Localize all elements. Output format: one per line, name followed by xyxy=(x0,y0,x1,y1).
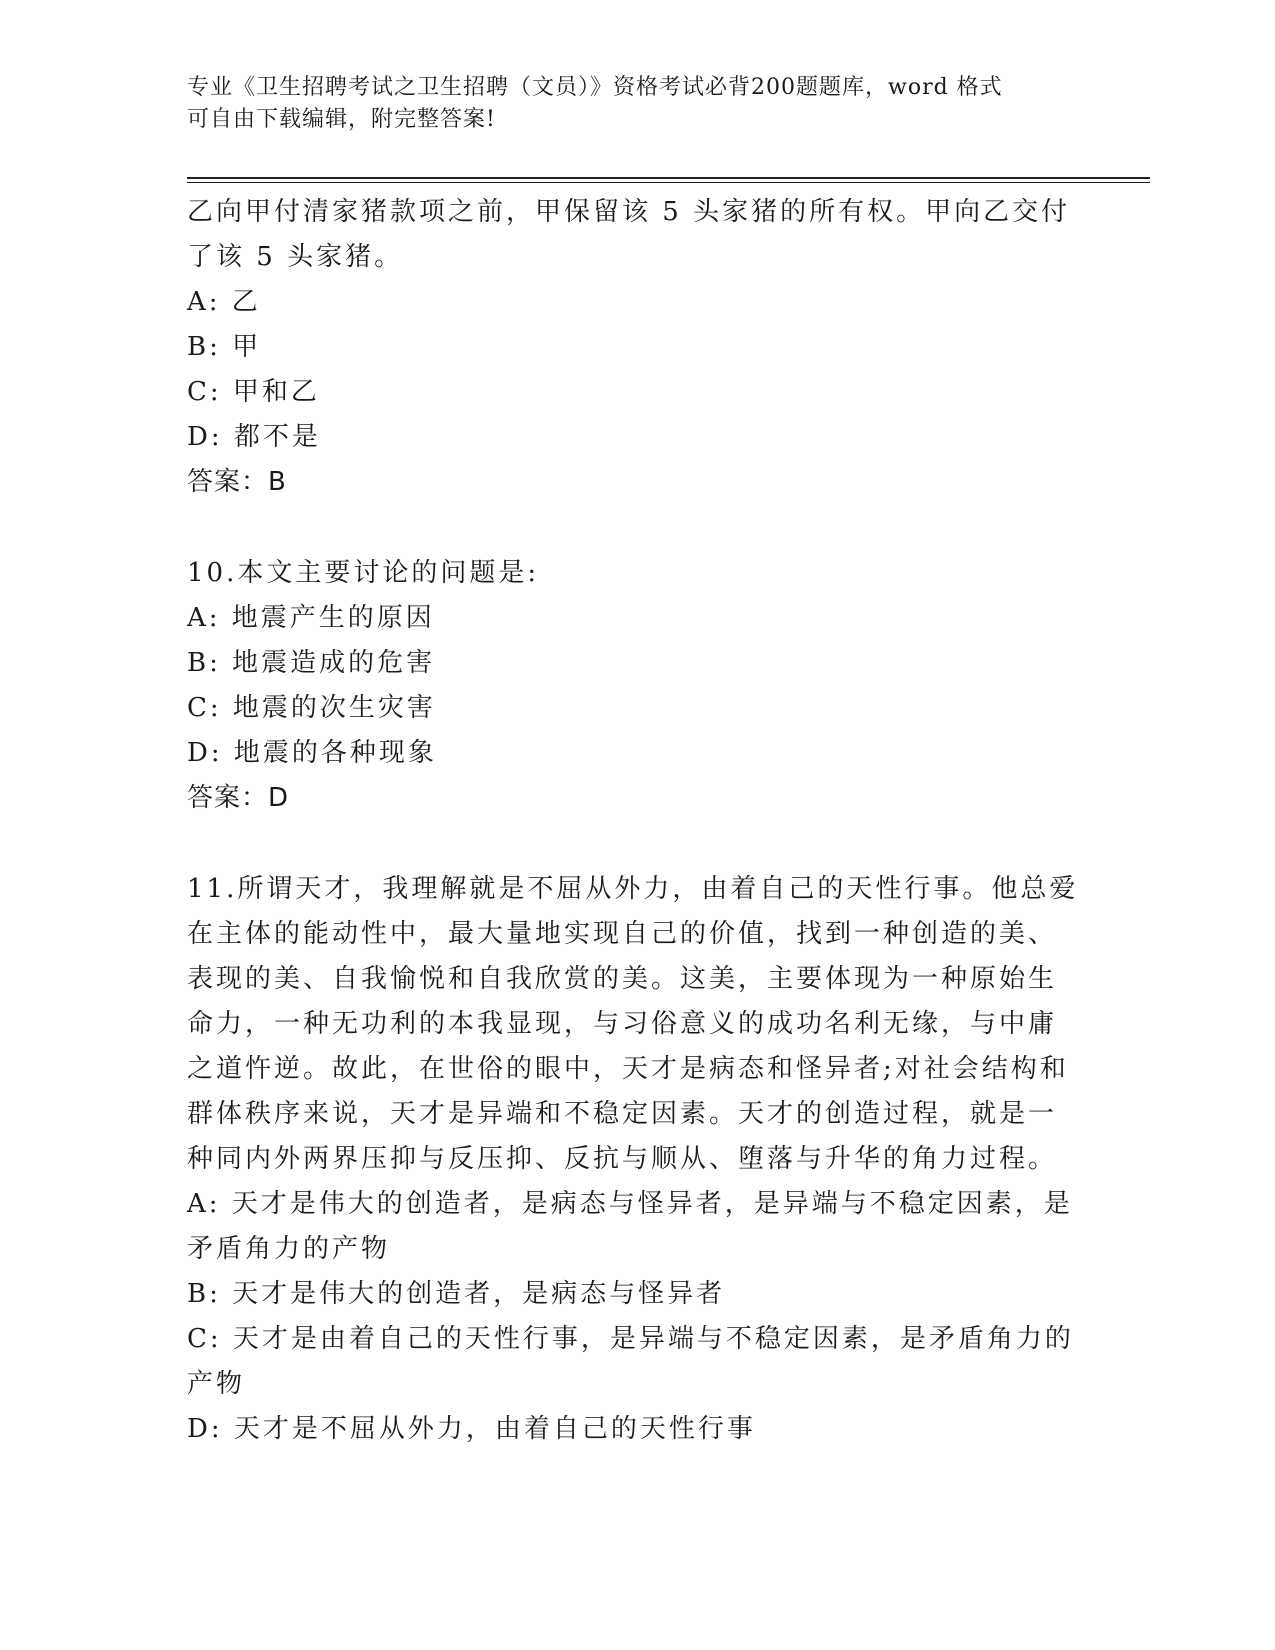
answer-line: 答案：B xyxy=(187,467,287,497)
question-10 xyxy=(187,551,1087,821)
question-stem-line: 乙向甲付清家猪款项之前，甲保留该 5 头家猪的所有权。甲向乙交付 xyxy=(187,197,1071,227)
question-stem-line: 群体秩序来说，天才是异端和不稳定因素。天才的创造过程，就是一 xyxy=(187,1099,1058,1129)
question-9 xyxy=(187,190,1087,505)
option-b: B: 甲 xyxy=(187,332,262,362)
option-d: D: 都不是 xyxy=(187,422,321,452)
option-a-continued: 矛盾角力的产物 xyxy=(187,1234,391,1264)
header-line-2: 可自由下载编辑，附完整答案! xyxy=(187,107,496,132)
question-stem-line: 10.本文主要讨论的问题是: xyxy=(187,558,540,588)
option-a: A: 地震产生的原因 xyxy=(187,603,435,633)
option-c: C: 甲和乙 xyxy=(187,377,320,407)
option-b: B: 地震造成的危害 xyxy=(187,648,436,678)
question-stem-line: 在主体的能动性中，最大量地实现自己的价值，找到一种创造的美、 xyxy=(187,919,1058,949)
question-stem-line: 了该 5 头家猪。 xyxy=(187,242,404,272)
question-11 xyxy=(187,867,1087,1452)
question-stem-line: 表现的美、自我愉悦和自我欣赏的美。这美，主要体现为一种原始生 xyxy=(187,964,1058,994)
question-stem-line: 种同内外两界压抑与反压抑、反抗与顺从、堕落与升华的角力过程。 xyxy=(187,1144,1058,1174)
option-d: D: 天才是不屈从外力，由着自己的天性行事 xyxy=(187,1414,756,1444)
option-c: C: 地震的次生灾害 xyxy=(187,693,436,723)
question-stem-line: 之道忤逆。故此，在世俗的眼中，天才是病态和怪异者;对社会结构和 xyxy=(187,1054,1069,1084)
header-line-1: 专业《卫生招聘考试之卫生招聘（文员）》资格考试必背200题题库，word 格式 xyxy=(187,75,1003,100)
question-stem-line: 命力，一种无功利的本我显现，与习俗意义的成功名利无缘，与中庸 xyxy=(187,1009,1058,1039)
option-c: C: 天才是由着自己的天性行事，是异端与不稳定因素，是矛盾角力的 xyxy=(187,1324,1074,1354)
header-rule-thick xyxy=(187,177,1150,179)
header-rule-thin xyxy=(187,182,1150,183)
option-d: D: 地震的各种现象 xyxy=(187,738,437,768)
document-header xyxy=(187,72,1067,136)
option-a: A: 天才是伟大的创造者，是病态与怪异者，是异端与不稳定因素，是 xyxy=(187,1189,1073,1219)
option-a: A: 乙 xyxy=(187,287,261,317)
option-b: B: 天才是伟大的创造者，是病态与怪异者 xyxy=(187,1279,726,1309)
document-body xyxy=(187,190,1087,1452)
question-stem-line: 11.所谓天才，我理解就是不屈从外力，由着自己的天性行事。他总爱 xyxy=(187,874,1079,904)
answer-line: 答案：D xyxy=(187,783,290,813)
option-c-continued: 产物 xyxy=(187,1369,246,1399)
